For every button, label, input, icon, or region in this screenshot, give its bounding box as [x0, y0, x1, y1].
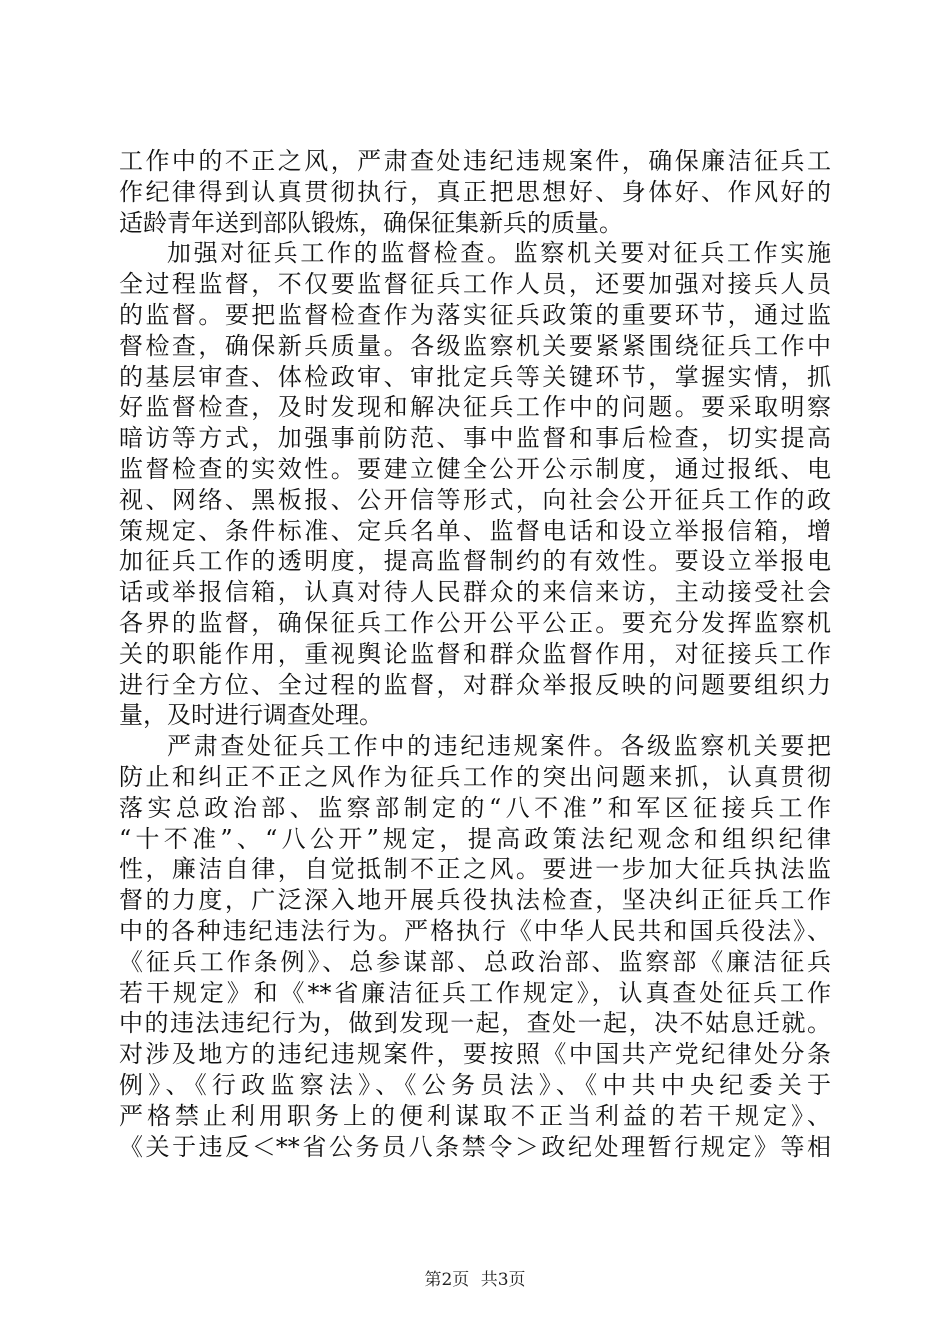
- text-line: 加强对征兵工作的监督检查。监察机关要对征兵工作实施: [167, 239, 831, 268]
- text-line: 严格禁止利用职务上的便利谋取不正当利益的若干规定》、: [119, 1101, 831, 1130]
- text-line: 暗访等方式，加强事前防范、事中监督和事后检查，切实提高: [119, 424, 831, 453]
- text-line: 落实总政治部、监察部制定的“八不准”和军区征接兵工作: [119, 793, 831, 822]
- text-line: 严肃查处征兵工作中的违纪违规案件。各级监察机关要把: [167, 732, 831, 761]
- text-line: 的基层审查、体检政审、审批定兵等关键环节，掌握实情，抓: [119, 362, 831, 391]
- text-line: 视、网络、黑板报、公开信等形式，向社会公开征兵工作的政: [119, 485, 831, 514]
- text-line: 作纪律得到认真贯彻执行，真正把思想好、身体好、作风好的: [119, 177, 831, 206]
- text-line: 量，及时进行调查处理。: [119, 701, 383, 730]
- text-line: 全过程监督，不仅要监督征兵工作人员，还要加强对接兵人员: [119, 270, 831, 299]
- text-line: “十不准”、“八公开”规定，提高政策法纪观念和组织纪律: [119, 824, 831, 853]
- text-line: 《征兵工作条例》、总参谋部、总政治部、监察部《廉洁征兵: [119, 947, 831, 976]
- text-line: 对涉及地方的违纪违规案件，要按照《中国共产党纪律处分条: [119, 1040, 831, 1069]
- text-line: 关的职能作用，重视舆论监督和群众监督作用，对征接兵工作: [119, 639, 831, 668]
- text-line: 性，廉洁自律，自觉抵制不正之风。要进一步加大征兵执法监: [119, 855, 831, 884]
- page-total: 共3页: [480, 1270, 526, 1290]
- text-line: 各界的监督，确保征兵工作公开公平公正。要充分发挥监察机: [119, 608, 831, 637]
- text-line: 督的力度，广泛深入地开展兵役执法检查，坚决纠正征兵工作: [119, 886, 831, 915]
- text-line: 策规定、条件标准、定兵名单、监督电话和设立举报信箱，增: [119, 516, 831, 545]
- text-line: 加征兵工作的透明度，提高监督制约的有效性。要设立举报电: [119, 547, 831, 576]
- text-line: 话或举报信箱，认真对待人民群众的来信来访，主动接受社会: [119, 578, 831, 607]
- text-line: 好监督检查，及时发现和解决征兵工作中的问题。要采取明察: [119, 393, 831, 422]
- page-number: 第2页: [424, 1270, 470, 1290]
- document-body: [119, 146, 831, 1162]
- text-line: 工作中的不正之风，严肃查处违纪违规案件，确保廉洁征兵工: [119, 147, 831, 175]
- text-line: 《关于违反＜**省公务员八条禁令＞政纪处理暂行规定》等相: [119, 1132, 831, 1161]
- page-footer: [0, 1270, 950, 1290]
- text-line: 防止和纠正不正之风作为征兵工作的突出问题来抓，认真贯彻: [119, 762, 831, 791]
- text-line: 的监督。要把监督检查作为落实征兵政策的重要环节，通过监: [119, 300, 831, 329]
- text-line: 若干规定》和《**省廉洁征兵工作规定》，认真查处征兵工作: [119, 978, 831, 1007]
- text-line: 中的违法违纪行为，做到发现一起，查处一起，决不姑息迁就。: [119, 1009, 831, 1038]
- text-line: 进行全方位、全过程的监督，对群众举报反映的问题要组织力: [119, 670, 831, 699]
- text-line: 督检查，确保新兵质量。各级监察机关要紧紧围绕征兵工作中: [119, 331, 831, 360]
- text-line: 例》、《行政监察法》、《公务员法》、《中共中央纪委关于: [119, 1070, 831, 1099]
- text-line: 中的各种违纪违法行为。严格执行《中华人民共和国兵役法》、: [119, 916, 831, 945]
- text-line: 适龄青年送到部队锻炼，确保征集新兵的质量。: [119, 208, 623, 237]
- text-line: 监督检查的实效性。要建立健全公开公示制度，通过报纸、电: [119, 454, 831, 483]
